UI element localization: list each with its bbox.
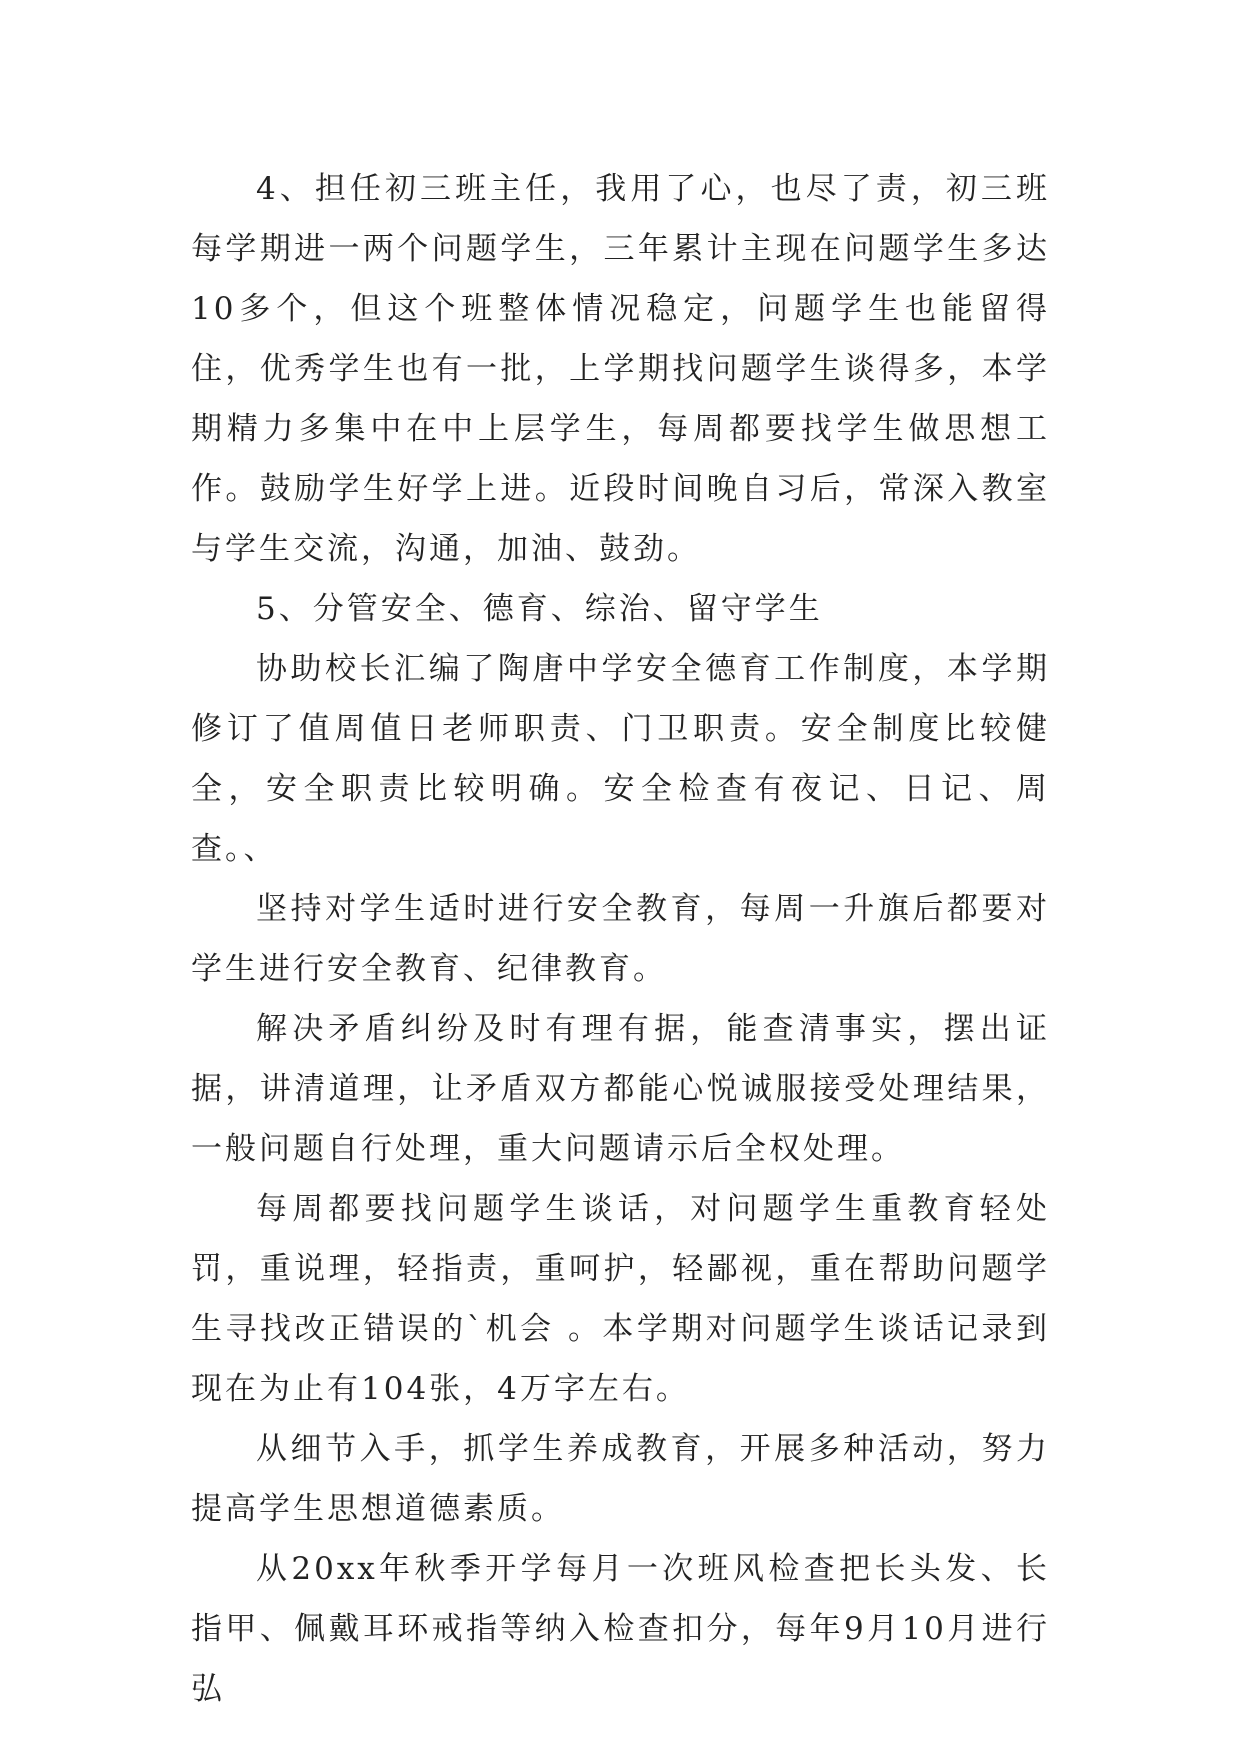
- paragraph-safety-education: 坚持对学生适时进行安全教育，每周一升旗后都要对学生进行安全教育、纪律教育。: [191, 891, 1050, 987]
- paragraph-student-talks: 每周都要找问题学生谈话，对问题学生重教育轻处罚，重说理，轻指责，重呵护，轻鄙视，重在帮助问题学生寻找改正错误的`机会 。本学期对问题学生谈话记录到现在为止有104张，4万字左右。: [191, 1191, 1050, 1407]
- paragraph-safety-rules: 协助校长汇编了陶唐中学安全德育工作制度，本学期修订了值周值日老师职责、门卫职责。安全制度比较健全，安全职责比较明确。安全检查有夜记、日记、周查。、: [191, 651, 1050, 867]
- paragraph-dispute-resolution: 解决矛盾纠纷及时有理有据，能查清事实，摆出证据，讲清道理，让矛盾双方都能心悦诚服接受处理结果，一般问题自行处理，重大问题请示后全权处理。: [191, 1011, 1050, 1167]
- paragraph-class-inspection: 从20xx年秋季开学每月一次班风检查把长头发、长指甲、佩戴耳环戒指等纳入检查扣分，每年9月10月进行弘: [191, 1551, 1050, 1707]
- paragraph-heading-safety: 5、分管安全、德育、综治、留守学生: [256, 591, 823, 627]
- paragraph-class-teacher: 4、担任初三班主任，我用了心，也尽了责，初三班每学期进一两个问题学生，三年累计主现在问题学生多达10多个，但这个班整体情况稳定，问题学生也能留得住，优秀学生也有一批，上学期找问题学生谈得多，本学期精力多集中在中上层学生，每周都要找学生做思想工作。鼓励学生好学上进。近段时间晚自习后，常深入教室与学生交流，沟通，加油、鼓劲。: [191, 171, 1050, 567]
- paragraph-habit-education: 从细节入手，抓学生养成教育，开展多种活动，努力提高学生思想道德素质。: [191, 1431, 1050, 1527]
